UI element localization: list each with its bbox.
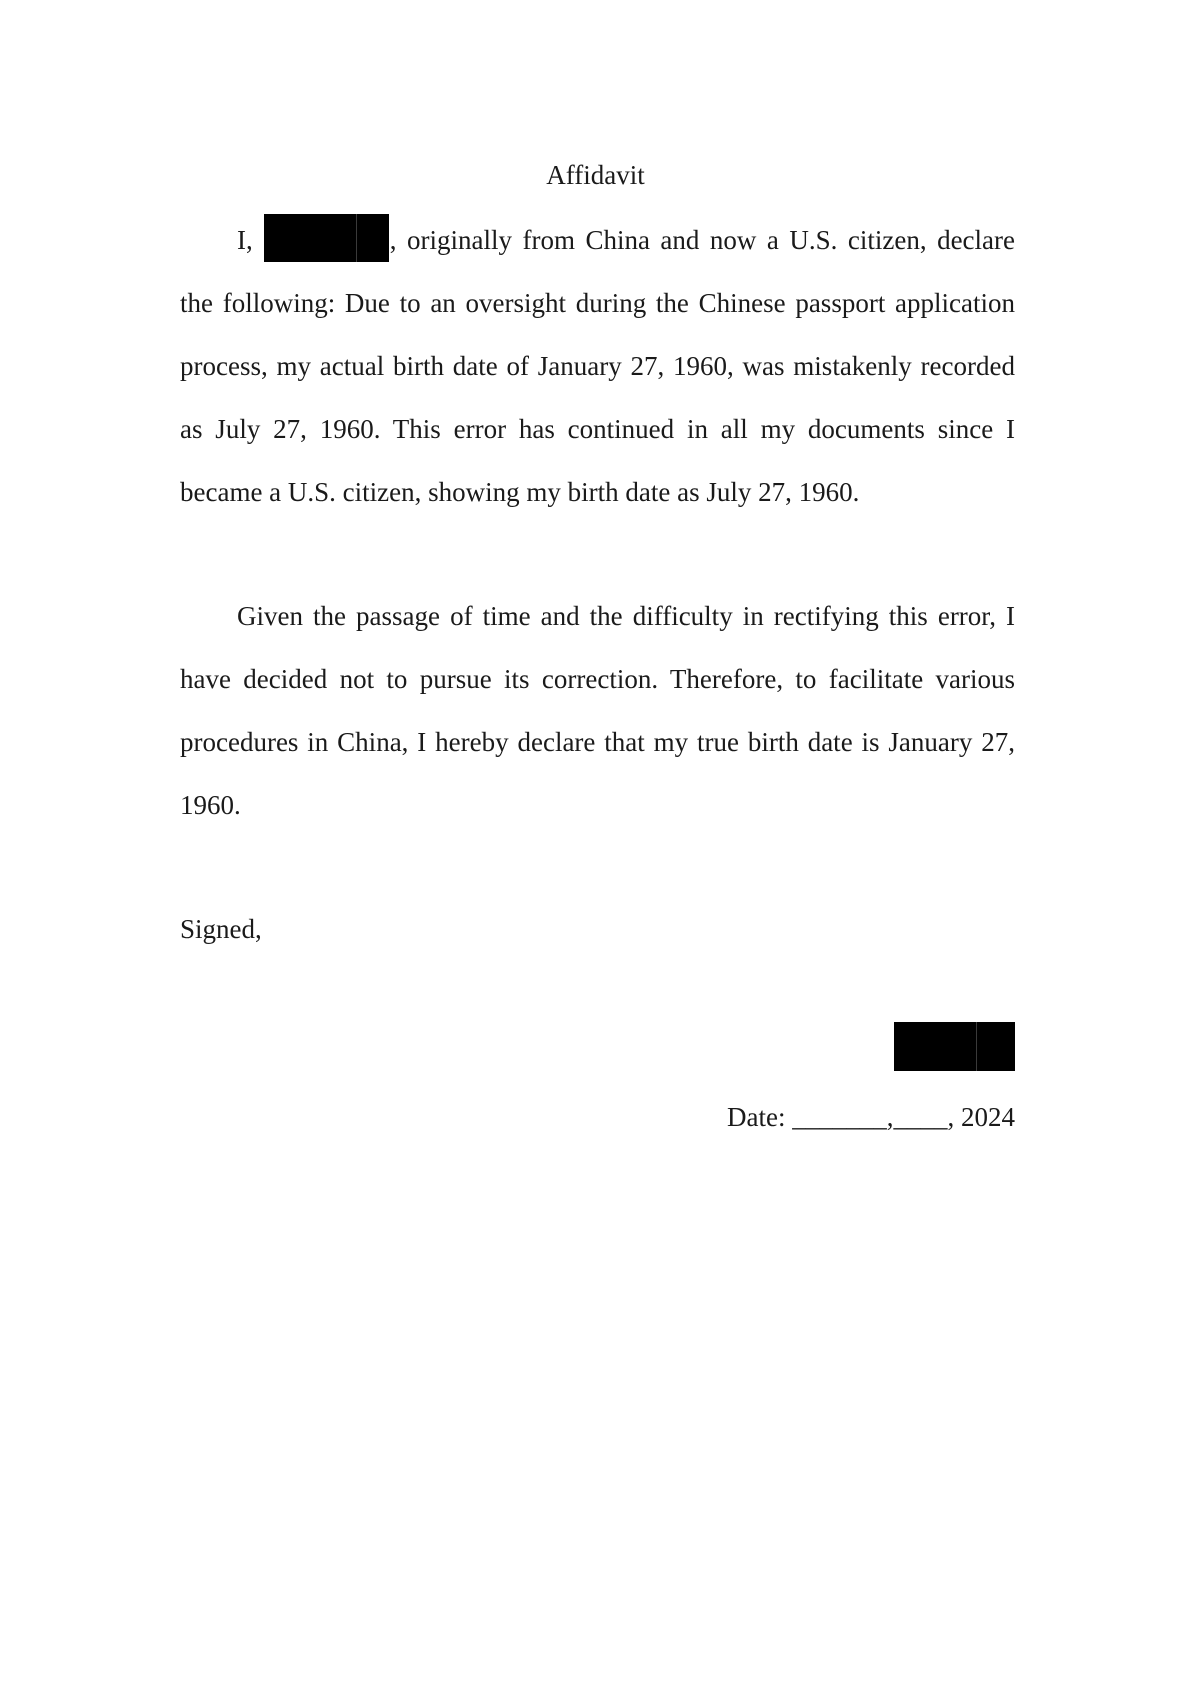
document-title: Affidavit [546,160,645,190]
declaration-body: , originally from China and now a U.S. citizen, declare the following: Due to an oversight during the Chinese passport application process, my actual birth date of January 27, 1960, was mistakenly recorded as July 27, 1960. This error has continued in all my documents since I became a U.S. citizen, showing my birth date as July 27, 1960. [180,225,1015,507]
redacted-signature [894,1022,1015,1071]
declaration-paragraph [180,209,1015,524]
signed-label: Signed, [180,914,262,944]
redacted-name [264,214,389,262]
decision-text: Given the passage of time and the difficulty in rectifying this error, I have decided not to pursue its correction. Therefore, to facilitate various procedures in China, I hereby declare that my true birth date is January 27, 1960. [180,601,1015,820]
date-line: Date: _______,____, 2024 [727,1102,1015,1132]
declaration-opening: I, [237,225,253,255]
decision-paragraph [180,585,1015,837]
